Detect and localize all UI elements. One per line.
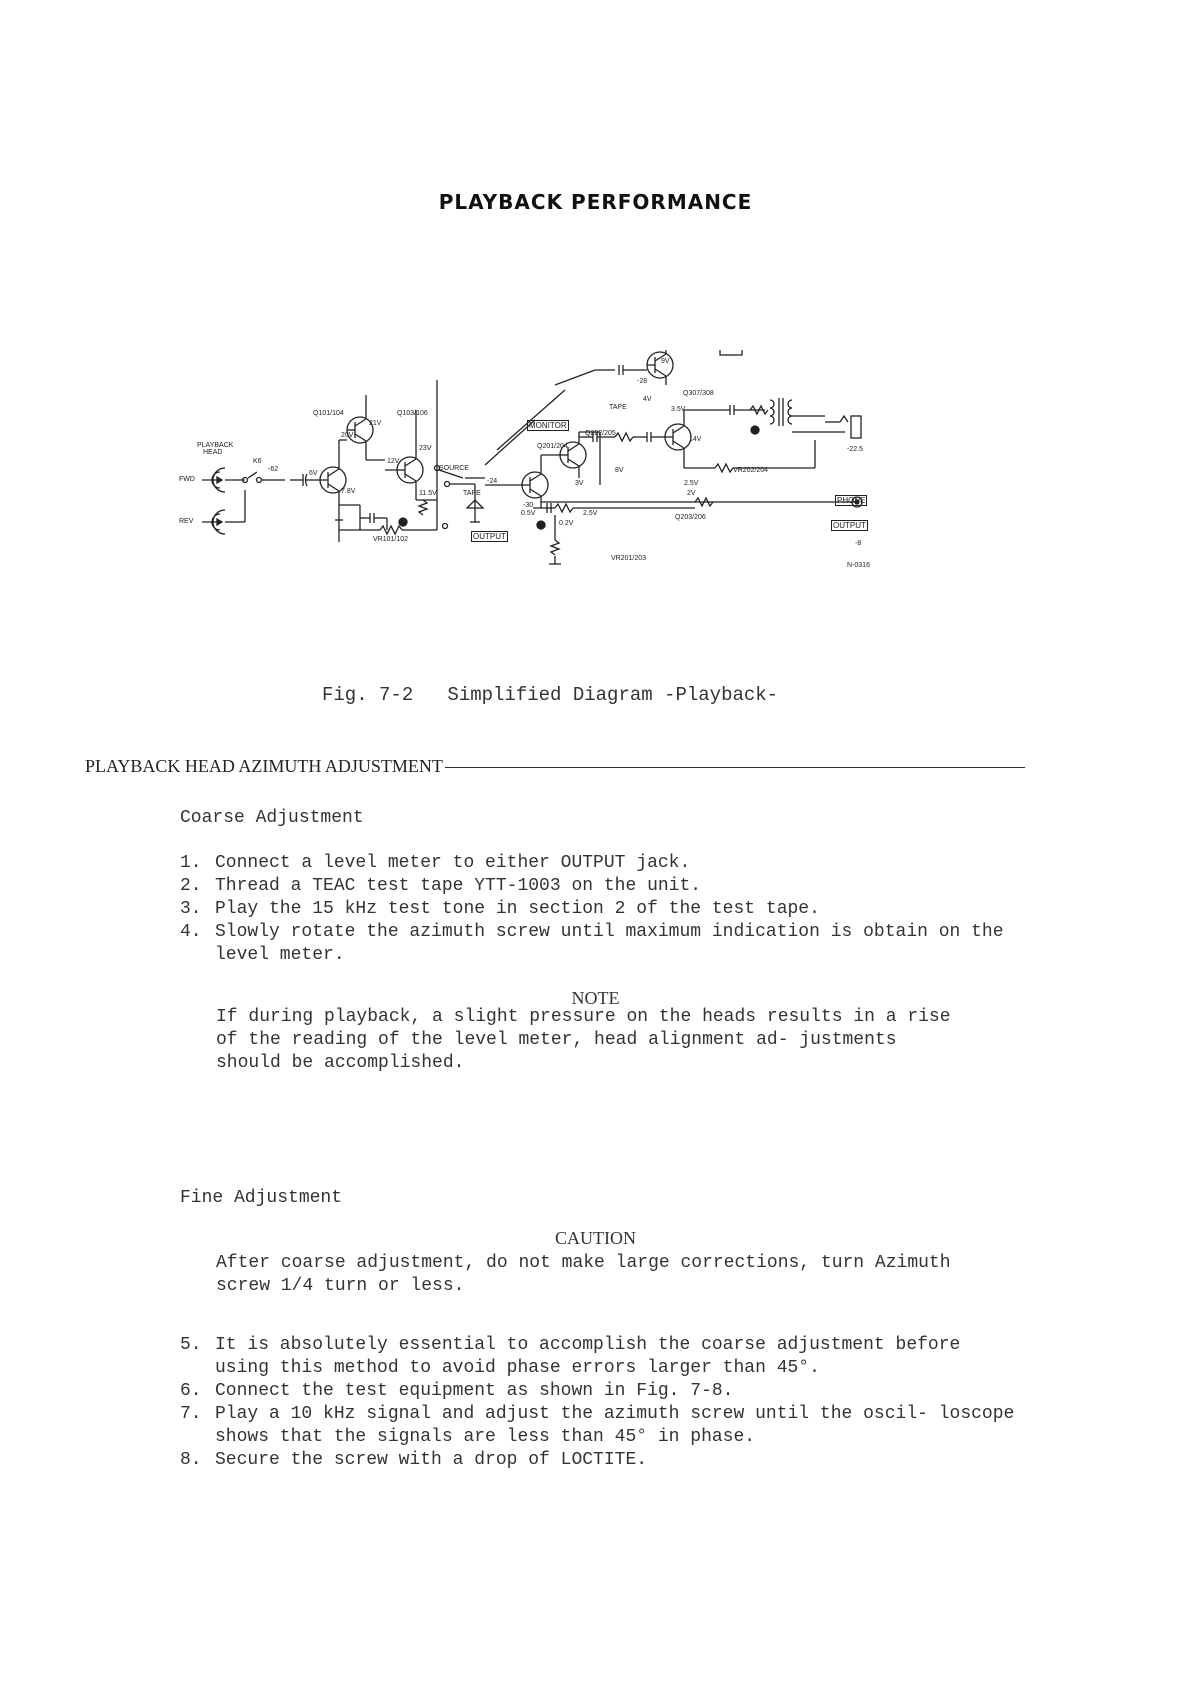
label-0-2v: 0.2V (559, 520, 574, 527)
fine-steps-list (180, 1334, 1020, 1472)
label-head: HEAD (203, 449, 223, 456)
label-rev: REV (179, 518, 194, 525)
label-vr202: VR202/204 (733, 467, 769, 474)
figure-caption: Fig. 7-2 Simplified Diagram -Playback- (322, 684, 779, 706)
label-q202: Q202/205 (585, 430, 616, 437)
label-source: SOURCE (439, 465, 469, 472)
label-8v: 8V (615, 467, 624, 474)
label-fwd: FWD (179, 476, 195, 483)
list-item: 3. Play the 15 kHz test tone in section 2 of the test tape. (180, 899, 820, 919)
label-vr101: VR101/102 (373, 536, 409, 543)
label-tape-monitor: TAPE (609, 404, 627, 411)
label-23v: 23V (419, 445, 432, 452)
fine-heading: Fine Adjustment (180, 1188, 343, 1208)
note-label: NOTE (571, 988, 620, 1008)
label-q307: Q307/308 (683, 390, 714, 397)
label-minus22-5: -22.5 (847, 446, 863, 453)
label-minus8: -8 (855, 540, 862, 547)
label-3-5v: 3.5V (671, 406, 686, 413)
label-3v: 3V (575, 480, 584, 487)
label-k6: K6 (253, 458, 262, 465)
coarse-heading: Coarse Adjustment (180, 808, 364, 828)
label-minus30: -30 (523, 502, 534, 509)
list-item: 7. Play a 10 kHz signal and adjust the azimuth screw until the oscil- loscope shows that the signals are less than 45° in phase. (180, 1404, 1015, 1447)
schematic-labels (175, 350, 935, 610)
page-title: PLAYBACK PERFORMANCE (438, 190, 753, 214)
section-rule (445, 767, 1025, 768)
label-2v: 2V (687, 490, 696, 497)
section-heading (85, 756, 1025, 777)
caution-label: CAUTION (555, 1228, 636, 1248)
caution-text: After coarse adjustment, do not make large corrections, turn Azimuth screw 1/4 turn or less. (216, 1253, 951, 1296)
list-item: 4. Slowly rotate the azimuth screw until maximum indication is obtain on the level meter. (180, 922, 1004, 965)
section-heading-text: PLAYBACK HEAD AZIMUTH ADJUSTMENT (85, 756, 443, 776)
label-tape-switch: TAPE (463, 490, 481, 497)
label-q201: Q201/204 (537, 443, 568, 450)
label-14v: 14V (689, 436, 702, 443)
label-9v: 9V (661, 358, 670, 365)
list-item: 5. It is absolutely essential to accomplish the coarse adjustment before using this method to avoid phase errors larger than 45°. (180, 1335, 961, 1378)
label-2-5v-b: 2.5V (684, 480, 699, 487)
label-7-8v: 7.8V (341, 488, 356, 495)
label-phone: PHONE (837, 496, 866, 505)
label-vr201: VR201/203 (611, 555, 647, 562)
list-item: 8. Secure the screw with a drop of LOCTITE. (180, 1450, 648, 1470)
label-q101: Q101/104 (313, 410, 344, 417)
label-12v: 12V (387, 458, 400, 465)
label-minus28: -28 (637, 378, 648, 385)
note-text: If during playback, a slight pressure on the heads results in a rise of the reading of the level meter, head alignment ad- justments should be accomplished. (216, 1007, 951, 1073)
label-output-right: OUTPUT (833, 521, 866, 530)
label-minus62: -62 (268, 466, 279, 473)
label-4v: 4V (643, 396, 652, 403)
label-ref: N-0316 (847, 562, 870, 569)
list-item: 6. Connect the test equipment as shown in Fig. 7-8. (180, 1381, 734, 1401)
list-item: 2. Thread a TEAC test tape YTT-1003 on the unit. (180, 876, 702, 896)
label-q203: Q203/206 (675, 514, 706, 521)
label-playback: PLAYBACK (197, 442, 234, 449)
list-item: 1. Connect a level meter to either OUTPUT jack. (180, 853, 691, 873)
label-21v: 21V (369, 420, 382, 427)
label-output-left: OUTPUT (473, 532, 506, 541)
label-20v: 20V (341, 432, 354, 439)
label-0-5v: 0.5V (521, 510, 536, 517)
label-minus24: -24 (487, 478, 498, 485)
label-2-5v-a: 2.5V (583, 510, 598, 517)
coarse-steps-list (180, 852, 1020, 967)
label-q103: Q103/106 (397, 410, 428, 417)
label-monitor: MONITOR (529, 421, 567, 430)
label-6v: 6V (309, 470, 318, 477)
label-11-5v: 11.5V (419, 490, 437, 497)
